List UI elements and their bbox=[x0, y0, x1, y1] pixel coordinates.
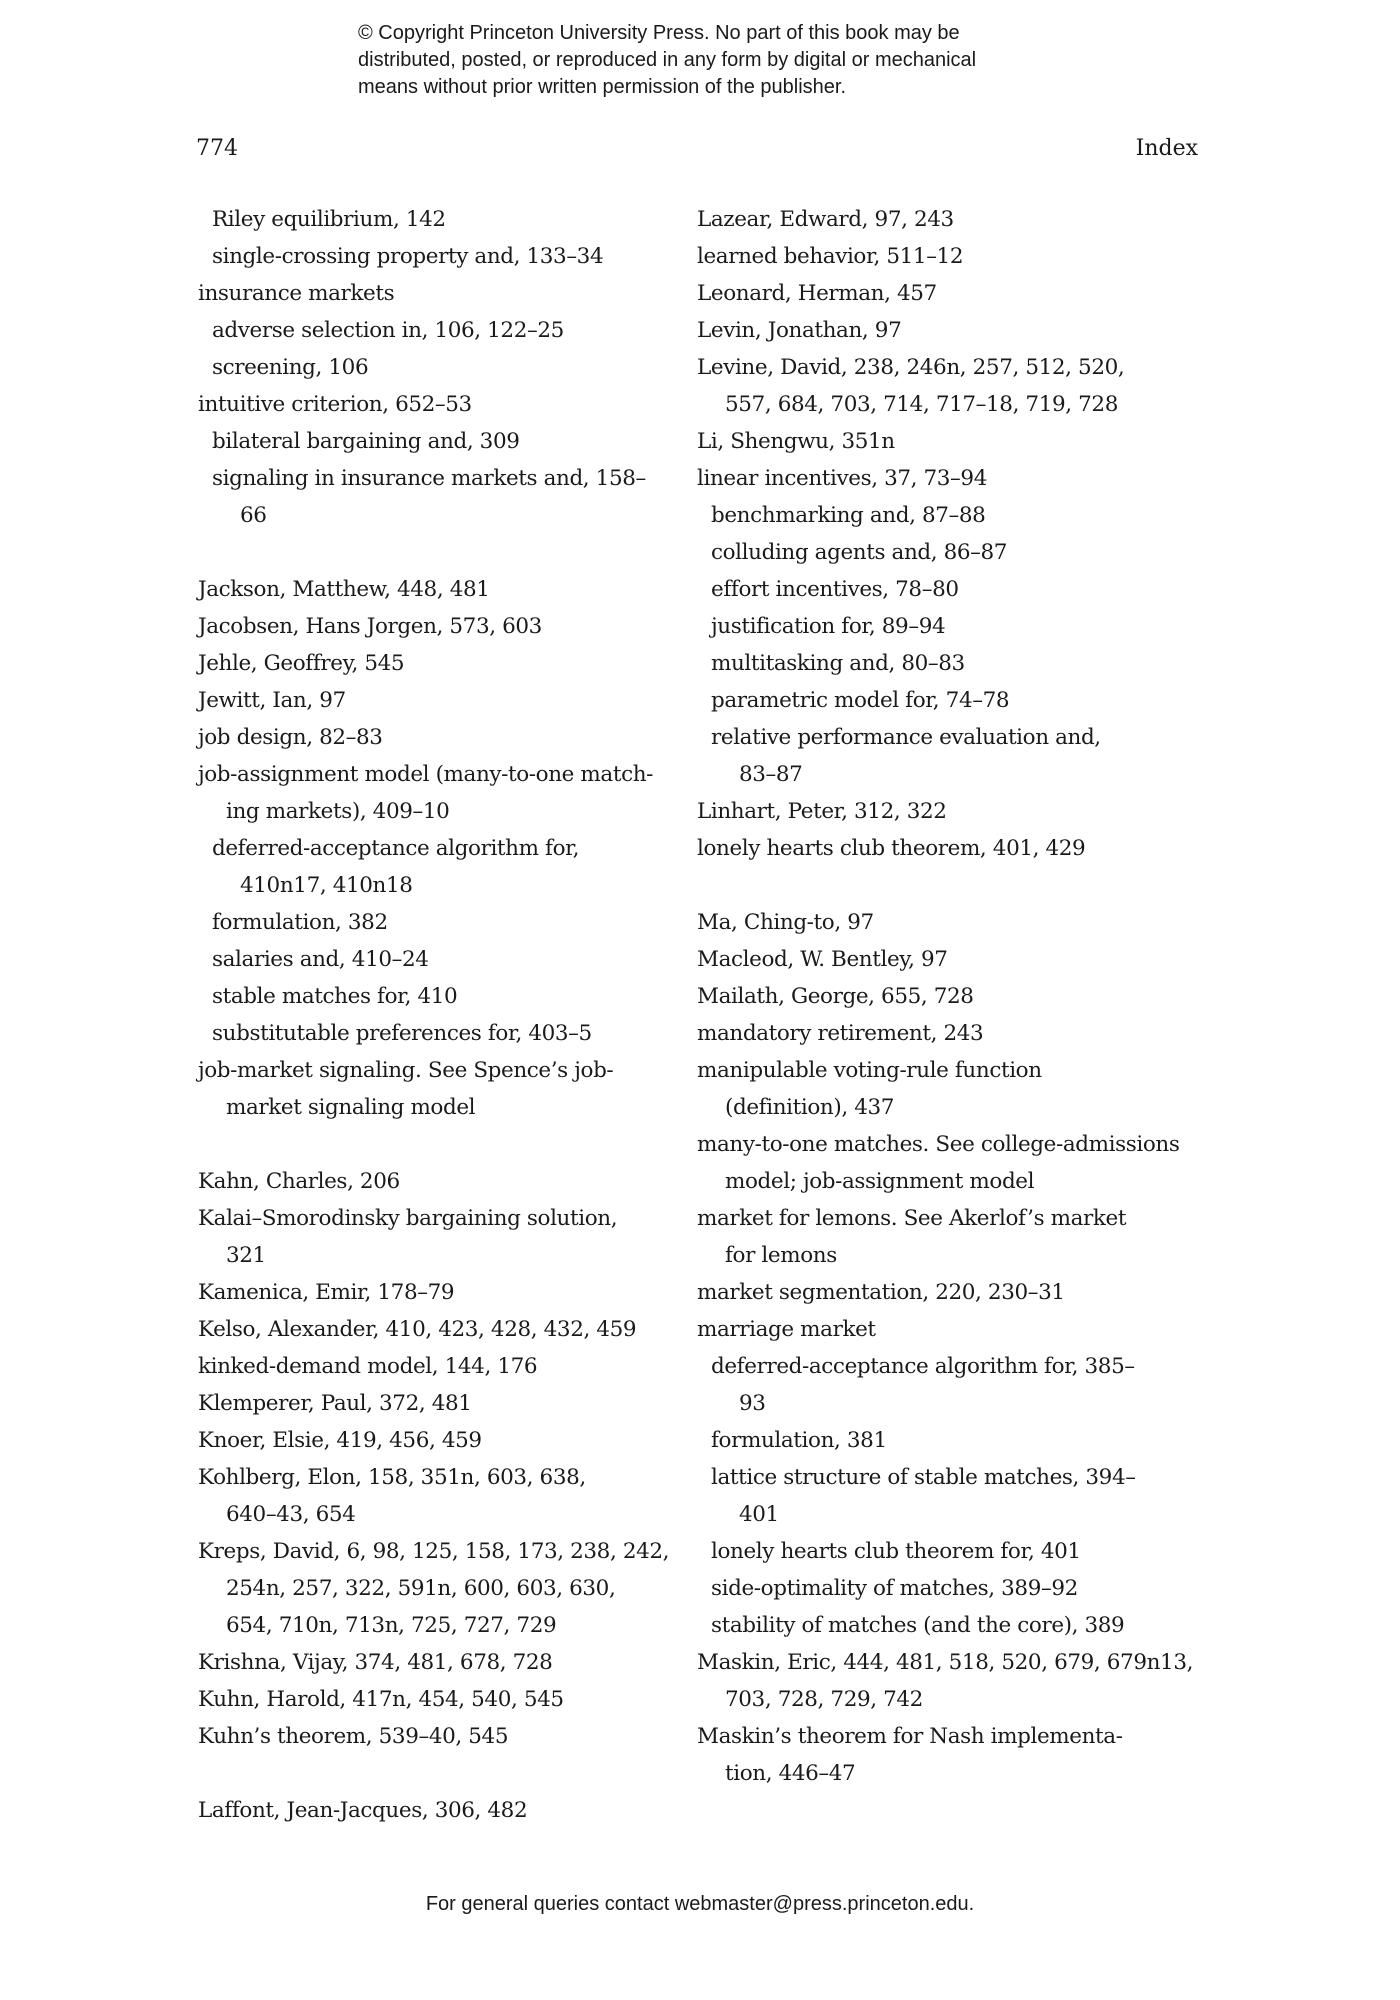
index-entry bbox=[198, 1681, 688, 1718]
index-entry bbox=[697, 1015, 1207, 1052]
index-subentry bbox=[198, 201, 688, 238]
index-entry-line: market for lemons. See Akerlof’s market bbox=[697, 1206, 1127, 1231]
index-entry bbox=[198, 1533, 688, 1644]
index-entry-line: Maskin, Eric, 444, 481, 518, 520, 679, 679n13, bbox=[697, 1650, 1194, 1675]
index-entry bbox=[697, 1126, 1207, 1200]
index-entry bbox=[198, 1163, 688, 1200]
index-entry-line: Jackson, Matthew, 448, 481 bbox=[198, 577, 490, 602]
index-entry bbox=[697, 423, 1207, 460]
index-entry-line: effort incentives, 78–80 bbox=[711, 577, 959, 602]
index-column-right bbox=[697, 201, 1207, 1792]
index-subentry bbox=[697, 571, 1207, 608]
index-entry-line: Jehle, Geoffrey, 545 bbox=[198, 651, 405, 676]
index-entry bbox=[198, 386, 688, 423]
index-entry-line: Mailath, George, 655, 728 bbox=[697, 984, 974, 1009]
index-subentry bbox=[697, 1607, 1207, 1644]
index-entry bbox=[198, 1052, 688, 1126]
index-entry-line: job-assignment model (many-to-one match- bbox=[198, 762, 654, 787]
index-entry-line: Maskin’s theorem for Nash implementa- bbox=[697, 1724, 1123, 1749]
index-entry-line: model; job-assignment model bbox=[725, 1169, 1035, 1194]
letter-group-gap bbox=[198, 1126, 688, 1163]
index-entry-line: Laffont, Jean-Jacques, 306, 482 bbox=[198, 1798, 528, 1823]
index-subentry bbox=[697, 719, 1207, 793]
index-entry bbox=[198, 1274, 688, 1311]
index-entry-line: benchmarking and, 87–88 bbox=[711, 503, 986, 528]
index-entry-line: tion, 446–47 bbox=[725, 1761, 856, 1786]
index-entry-line: Lazear, Edward, 97, 243 bbox=[697, 207, 954, 232]
index-entry-line: single-crossing property and, 133–34 bbox=[212, 244, 604, 269]
index-entry-line: marriage market bbox=[697, 1317, 876, 1342]
index-entry-line: 401 bbox=[739, 1502, 779, 1527]
index-entry bbox=[198, 645, 688, 682]
letter-group-gap bbox=[198, 534, 688, 571]
index-subentry bbox=[198, 423, 688, 460]
index-entry-line: multitasking and, 80–83 bbox=[711, 651, 965, 676]
index-entry bbox=[697, 238, 1207, 275]
index-subentry bbox=[198, 978, 688, 1015]
index-entry-line: Kelso, Alexander, 410, 423, 428, 432, 459 bbox=[198, 1317, 637, 1342]
index-entry-line: 654, 710n, 713n, 725, 727, 729 bbox=[226, 1613, 557, 1638]
index-entry-line: Ma, Ching-to, 97 bbox=[697, 910, 874, 935]
index-subentry bbox=[198, 238, 688, 275]
index-entry-line: market segmentation, 220, 230–31 bbox=[697, 1280, 1065, 1305]
copyright-line: © Copyright Princeton University Press. No part of this book may be bbox=[358, 22, 960, 44]
index-entry bbox=[198, 608, 688, 645]
index-entry bbox=[198, 1459, 688, 1533]
index-entry bbox=[198, 1348, 688, 1385]
index-entry-line: Levin, Jonathan, 97 bbox=[697, 318, 902, 343]
index-subentry bbox=[697, 1570, 1207, 1607]
index-entry bbox=[198, 571, 688, 608]
index-subentry bbox=[198, 312, 688, 349]
index-subentry bbox=[697, 1348, 1207, 1422]
index-subentry bbox=[198, 904, 688, 941]
index-entry-line: 703, 728, 729, 742 bbox=[725, 1687, 923, 1712]
index-subentry bbox=[198, 460, 688, 534]
index-entry-line: Jewitt, Ian, 97 bbox=[198, 688, 346, 713]
index-entry-line: Krishna, Vijay, 374, 481, 678, 728 bbox=[198, 1650, 553, 1675]
index-entry-line: Linhart, Peter, 312, 322 bbox=[697, 799, 947, 824]
index-subentry bbox=[198, 349, 688, 386]
index-entry-line: screening, 106 bbox=[212, 355, 369, 380]
index-entry-line: Kuhn’s theorem, 539–40, 545 bbox=[198, 1724, 509, 1749]
index-entry bbox=[198, 719, 688, 756]
index-entry-line: manipulable voting-rule function bbox=[697, 1058, 1042, 1083]
index-entry-line: many-to-one matches. See college-admissions bbox=[697, 1132, 1180, 1157]
letter-group-gap bbox=[198, 1755, 688, 1792]
index-entry-line: mandatory retirement, 243 bbox=[697, 1021, 984, 1046]
index-entry-line: job-market signaling. See Spence’s job- bbox=[198, 1058, 614, 1083]
index-column-left bbox=[198, 201, 688, 1829]
index-entry bbox=[198, 1311, 688, 1348]
index-entry-line: job design, 82–83 bbox=[198, 725, 383, 750]
index-entry-line: 321 bbox=[226, 1243, 266, 1268]
index-entry-line: 557, 684, 703, 714, 717–18, 719, 728 bbox=[725, 392, 1118, 417]
index-entry bbox=[697, 904, 1207, 941]
index-subentry bbox=[697, 1422, 1207, 1459]
index-entry bbox=[697, 201, 1207, 238]
index-subentry bbox=[697, 534, 1207, 571]
index-entry-line: formulation, 381 bbox=[711, 1428, 887, 1453]
index-entry-line: adverse selection in, 106, 122–25 bbox=[212, 318, 564, 343]
index-entry-line: stability of matches (and the core), 389 bbox=[711, 1613, 1125, 1638]
index-entry bbox=[697, 349, 1207, 423]
page-number: 774 bbox=[196, 136, 238, 161]
footer-contact: For general queries contact webmaster@press.princeton.edu. bbox=[425, 1893, 975, 1915]
index-entry bbox=[697, 1274, 1207, 1311]
index-subentry bbox=[198, 941, 688, 978]
index-entry bbox=[697, 1644, 1207, 1718]
index-subentry bbox=[697, 497, 1207, 534]
letter-group-gap bbox=[697, 867, 1207, 904]
index-entry-line: 66 bbox=[240, 503, 267, 528]
index-entry-line: learned behavior, 511–12 bbox=[697, 244, 964, 269]
index-subentry bbox=[697, 682, 1207, 719]
index-entry bbox=[697, 1200, 1207, 1274]
index-entry-line: Kohlberg, Elon, 158, 351n, 603, 638, bbox=[198, 1465, 586, 1490]
index-entry-line: Kahn, Charles, 206 bbox=[198, 1169, 400, 1194]
index-entry-line: Riley equilibrium, 142 bbox=[212, 207, 446, 232]
index-subentry bbox=[198, 1015, 688, 1052]
index-entry bbox=[697, 1311, 1207, 1348]
index-entry-line: intuitive criterion, 652–53 bbox=[198, 392, 472, 417]
index-entry bbox=[697, 978, 1207, 1015]
index-entry-line: lattice structure of stable matches, 394– bbox=[711, 1465, 1136, 1490]
index-entry-line: kinked-demand model, 144, 176 bbox=[198, 1354, 538, 1379]
index-entry-line: 93 bbox=[739, 1391, 766, 1416]
index-entry-line: ing markets), 409–10 bbox=[226, 799, 450, 824]
running-head: Index bbox=[1135, 136, 1198, 161]
index-entry bbox=[198, 275, 688, 312]
index-entry-line: Kreps, David, 6, 98, 125, 158, 173, 238, 242, bbox=[198, 1539, 670, 1564]
index-entry-line: 254n, 257, 322, 591n, 600, 603, 630, bbox=[226, 1576, 616, 1601]
index-entry-line: stable matches for, 410 bbox=[212, 984, 458, 1009]
index-entry bbox=[198, 1792, 688, 1829]
copyright-line: means without prior written permission of the publisher. bbox=[358, 76, 847, 98]
index-entry bbox=[198, 1644, 688, 1681]
index-entry bbox=[198, 756, 688, 830]
index-entry bbox=[697, 830, 1207, 867]
index-entry-line: linear incentives, 37, 73–94 bbox=[697, 466, 987, 491]
index-entry bbox=[697, 275, 1207, 312]
index-entry-line: Klemperer, Paul, 372, 481 bbox=[198, 1391, 472, 1416]
index-entry-line: 640–43, 654 bbox=[226, 1502, 356, 1527]
index-entry-line: deferred-acceptance algorithm for, 385– bbox=[711, 1354, 1135, 1379]
index-entry-line: Kamenica, Emir, 178–79 bbox=[198, 1280, 455, 1305]
index-entry bbox=[198, 1422, 688, 1459]
index-entry bbox=[198, 682, 688, 719]
index-entry-line: salaries and, 410–24 bbox=[212, 947, 429, 972]
index-subentry bbox=[697, 645, 1207, 682]
index-entry-line: 83–87 bbox=[739, 762, 803, 787]
index-subentry bbox=[697, 1533, 1207, 1570]
index-entry-line: Kuhn, Harold, 417n, 454, 540, 545 bbox=[198, 1687, 564, 1712]
index-entry-line: bilateral bargaining and, 309 bbox=[212, 429, 520, 454]
index-entry-line: Macleod, W. Bentley, 97 bbox=[697, 947, 948, 972]
index-entry-line: deferred-acceptance algorithm for, bbox=[212, 836, 580, 861]
index-entry-line: lonely hearts club theorem for, 401 bbox=[711, 1539, 1081, 1564]
copyright-notice bbox=[358, 20, 1118, 101]
index-entry bbox=[697, 1718, 1207, 1792]
index-entry-line: justification for, 89–94 bbox=[711, 614, 946, 639]
index-subentry bbox=[697, 1459, 1207, 1533]
index-entry-line: side-optimality of matches, 389–92 bbox=[711, 1576, 1078, 1601]
index-subentry bbox=[697, 608, 1207, 645]
index-entry-line: Li, Shengwu, 351n bbox=[697, 429, 895, 454]
index-entry-line: substitutable preferences for, 403–5 bbox=[212, 1021, 592, 1046]
index-entry-line: market signaling model bbox=[226, 1095, 476, 1120]
index-entry-line: formulation, 382 bbox=[212, 910, 388, 935]
index-entry bbox=[697, 460, 1207, 497]
index-entry bbox=[697, 793, 1207, 830]
index-entry-line: Leonard, Herman, 457 bbox=[697, 281, 937, 306]
index-subentry bbox=[198, 830, 688, 904]
index-entry-line: colluding agents and, 86–87 bbox=[711, 540, 1008, 565]
index-entry-line: Jacobsen, Hans Jorgen, 573, 603 bbox=[198, 614, 542, 639]
index-entry bbox=[697, 312, 1207, 349]
index-entry-line: relative performance evaluation and, bbox=[711, 725, 1101, 750]
index-entry-line: signaling in insurance markets and, 158– bbox=[212, 466, 646, 491]
copyright-line: distributed, posted, or reproduced in any form by digital or mechanical bbox=[358, 49, 977, 71]
index-entry-line: 410n17, 410n18 bbox=[240, 873, 413, 898]
index-entry-line: for lemons bbox=[725, 1243, 837, 1268]
index-entry-line: (definition), 437 bbox=[725, 1095, 895, 1120]
index-entry bbox=[198, 1200, 688, 1274]
index-entry bbox=[697, 941, 1207, 978]
index-entry bbox=[697, 1052, 1207, 1126]
index-entry bbox=[198, 1718, 688, 1755]
index-entry-line: parametric model for, 74–78 bbox=[711, 688, 1010, 713]
index-entry-line: insurance markets bbox=[198, 281, 395, 306]
index-entry-line: Knoer, Elsie, 419, 456, 459 bbox=[198, 1428, 482, 1453]
index-entry bbox=[198, 1385, 688, 1422]
index-entry-line: Kalai–Smorodinsky bargaining solution, bbox=[198, 1206, 618, 1231]
index-entry-line: lonely hearts club theorem, 401, 429 bbox=[697, 836, 1086, 861]
index-entry-line: Levine, David, 238, 246n, 257, 512, 520, bbox=[697, 355, 1125, 380]
